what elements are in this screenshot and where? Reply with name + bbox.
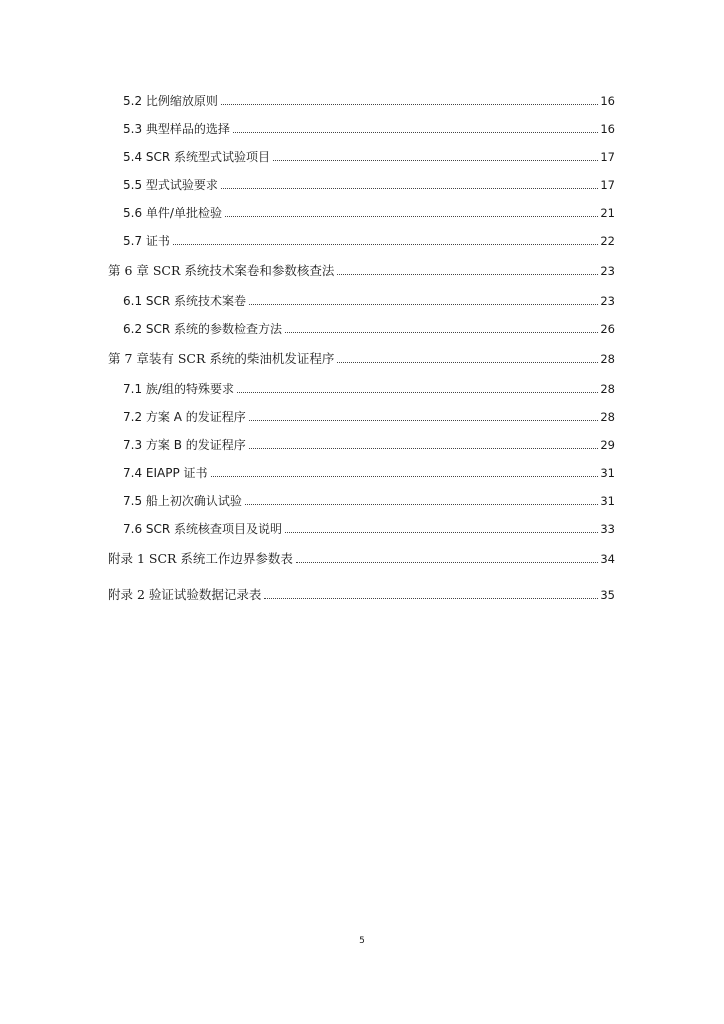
toc-entry-6-2[interactable] bbox=[123, 316, 615, 336]
toc-leader-dots bbox=[249, 304, 598, 305]
toc-leader-dots bbox=[285, 532, 598, 533]
toc-entry-label: 6.2 SCR 系统的参数检查方法 bbox=[123, 322, 283, 336]
toc-entry-label: 7.5 船上初次确认试验 bbox=[123, 494, 242, 508]
toc-entry-label: 5.2 比例缩放原则 bbox=[123, 94, 218, 108]
toc-entry-label: 7.4 EIAPP 证书 bbox=[123, 466, 208, 480]
toc-leader-dots bbox=[249, 448, 599, 449]
toc-leader-dots bbox=[296, 562, 598, 563]
toc-page-number: 21 bbox=[600, 206, 615, 220]
toc-leader-dots bbox=[211, 476, 599, 477]
toc-entry-label: 6.1 SCR 系统技术案卷 bbox=[123, 294, 247, 308]
toc-page-number: 26 bbox=[600, 322, 615, 336]
toc-leader-dots bbox=[225, 216, 598, 217]
toc-entry-5-2[interactable] bbox=[123, 88, 615, 108]
toc-page-number: 28 bbox=[600, 382, 615, 396]
toc-page-number: 29 bbox=[600, 438, 615, 452]
toc-entry-label: 附录 2 验证试验数据记录表 bbox=[108, 587, 262, 602]
toc-entry-7-5[interactable] bbox=[123, 488, 615, 508]
toc-page-number: 31 bbox=[600, 494, 615, 508]
toc-entry-7-3[interactable] bbox=[123, 432, 615, 452]
toc-entry-label: 5.5 型式试验要求 bbox=[123, 178, 218, 192]
toc-entry-chapter-6[interactable] bbox=[108, 258, 615, 278]
toc-leader-dots bbox=[249, 420, 599, 421]
toc-entry-7-4[interactable] bbox=[123, 460, 615, 480]
toc-page-number: 23 bbox=[600, 264, 615, 278]
toc-entry-7-2[interactable] bbox=[123, 404, 615, 424]
toc-page-number: 33 bbox=[600, 522, 615, 536]
toc-entry-label: 7.3 方案 B 的发证程序 bbox=[123, 438, 246, 452]
toc-leader-dots bbox=[285, 332, 598, 333]
toc-entry-5-4[interactable] bbox=[123, 144, 615, 164]
toc-page-number: 22 bbox=[600, 234, 615, 248]
toc-entry-7-1[interactable] bbox=[123, 376, 615, 396]
toc-entry-appendix-2[interactable] bbox=[108, 582, 615, 602]
toc-page-number: 17 bbox=[600, 150, 615, 164]
toc-leader-dots bbox=[233, 132, 598, 133]
toc-leader-dots bbox=[273, 160, 598, 161]
toc-entry-5-3[interactable] bbox=[123, 116, 615, 136]
toc-entry-7-6[interactable] bbox=[123, 516, 615, 536]
toc-entry-label: 第 6 章 SCR 系统技术案卷和参数核查法 bbox=[108, 263, 335, 278]
toc-leader-dots bbox=[337, 274, 598, 275]
toc-entry-label: 7.1 族/组的特殊要求 bbox=[123, 382, 234, 396]
toc-page-number: 23 bbox=[600, 294, 615, 308]
toc-page-number: 34 bbox=[600, 552, 615, 566]
toc-entry-label: 5.7 证书 bbox=[123, 234, 170, 248]
toc-entry-label: 5.3 典型样品的选择 bbox=[123, 122, 230, 136]
toc-entry-label: 5.4 SCR 系统型式试验项目 bbox=[123, 150, 271, 164]
toc-page-number: 17 bbox=[600, 178, 615, 192]
toc-entry-5-6[interactable] bbox=[123, 200, 615, 220]
toc-entry-label: 附录 1 SCR 系统工作边界参数表 bbox=[108, 551, 293, 566]
toc-page-number: 16 bbox=[600, 94, 615, 108]
page-number: 5 bbox=[359, 936, 365, 946]
toc-leader-dots bbox=[337, 362, 598, 363]
toc-leader-dots bbox=[221, 104, 598, 105]
toc-entry-6-1[interactable] bbox=[123, 288, 615, 308]
toc-page-number: 28 bbox=[600, 410, 615, 424]
toc-entry-appendix-1[interactable] bbox=[108, 546, 615, 566]
toc-page-number: 31 bbox=[600, 466, 615, 480]
toc-entry-5-5[interactable] bbox=[123, 172, 615, 192]
toc-page-number: 35 bbox=[600, 588, 615, 602]
toc-leader-dots bbox=[264, 598, 598, 599]
toc-leader-dots bbox=[237, 392, 598, 393]
toc-page-number: 16 bbox=[600, 122, 615, 136]
toc-leader-dots bbox=[245, 504, 598, 505]
toc-page-number: 28 bbox=[600, 352, 615, 366]
toc-entry-label: 7.2 方案 A 的发证程序 bbox=[123, 410, 246, 424]
toc-entry-label: 7.6 SCR 系统核查项目及说明 bbox=[123, 522, 283, 536]
toc-entry-label: 5.6 单件/单批检验 bbox=[123, 206, 222, 220]
toc-entry-chapter-7[interactable] bbox=[108, 346, 615, 366]
toc-entry-5-7[interactable] bbox=[123, 228, 615, 248]
toc-leader-dots bbox=[221, 188, 598, 189]
toc-entry-label: 第 7 章装有 SCR 系统的柴油机发证程序 bbox=[108, 351, 335, 366]
toc-leader-dots bbox=[173, 244, 598, 245]
